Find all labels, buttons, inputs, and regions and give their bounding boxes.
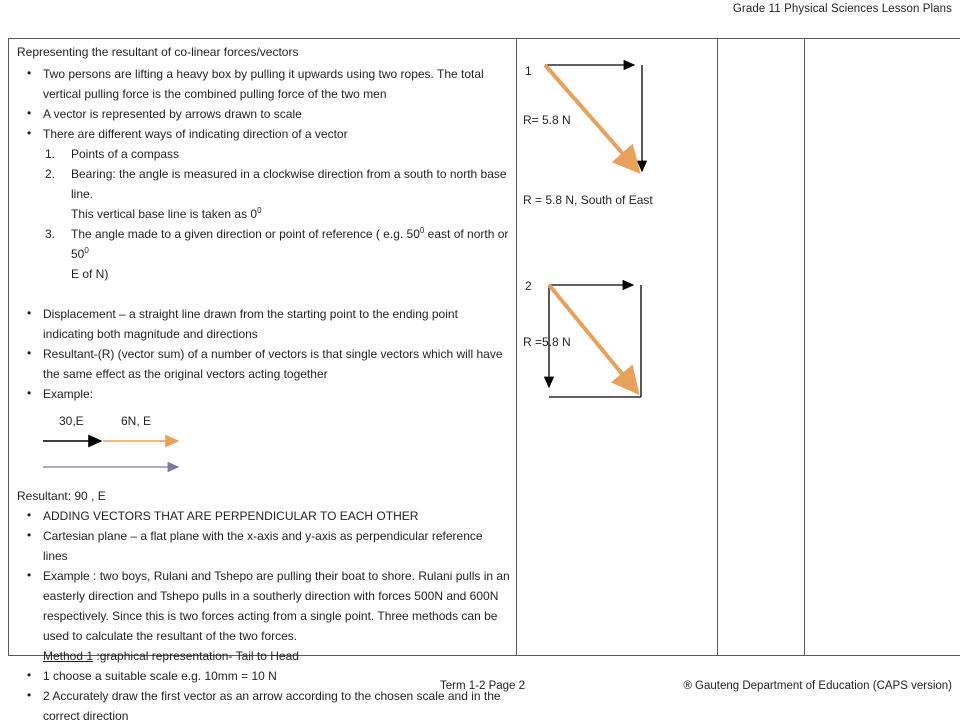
list-number: 2. [45,167,56,181]
table-cell-diagrams [517,39,718,655]
vector-label-second: 6N, E [121,414,152,428]
list-item [15,164,510,204]
vector-label-first: 30,E [59,414,84,428]
method-step-list [15,666,510,726]
diagram-2-resultant-label: R =5.8 N [523,335,571,349]
continuation-text: This vertical base line is taken as 0 [71,207,258,221]
method-heading-label: Method 1 [43,649,94,663]
section-heading: Representing the resultant of co-linear forces/vectors [17,45,299,59]
bullet-list-bottom [15,506,510,646]
numbered-list-item-3 [15,224,510,264]
list-item: • ADDING VECTORS THAT ARE PERPENDICULAR TO EACH OTHER [15,506,510,526]
list-number: 3. [45,227,56,241]
diagram-2-resultant-vector [549,285,637,392]
list-item: • There are different ways of indicating direction of a vector [15,124,510,144]
resultant-text: Resultant: 90 , E [17,489,106,503]
method-heading-rest: :graphical representation- Tail to Head [93,649,299,663]
footer-copyright: ® Gauteng Department of Education (CAPS version) [683,680,952,692]
spacer [15,284,510,304]
list-text-a: The angle made to a given direction or point of reference ( e.g. 50 [71,227,420,241]
page-footer [0,680,952,696]
table-cell-last-empty [805,39,960,655]
diagram-2-number: 2 [525,279,532,293]
bullet-list-mid [15,304,510,404]
list-text [71,227,508,261]
numbered-3-continuation: E of N) [71,267,109,281]
list-item [15,224,510,264]
degree-symbol: 0 [84,246,89,255]
list-number: 1. [45,147,56,161]
diagram-1-number: 1 [525,64,532,78]
list-item: • Two persons are lifting a heavy box by pulling it upwards using two ropes. The total vertical pulling force is the combined pulling force of the two men [15,64,510,104]
list-item: • A vector is represented by arrows drawn to scale [15,104,510,124]
list-item: • Example : two boys, Rulani and Tshepo are pulling their boat to shore. Rulani pulls in an easterly direction and Tshepo pulls in a southerly direction with forces 500N and 600N respectively. Since this is two forces acting from a single point. Three methods can be used to calculate the resultant of the two forces. [15,566,510,646]
method-heading [15,646,510,666]
diagram-2-svg [543,279,683,414]
list-item: • Example: [15,384,510,404]
diagram-1-svg [539,59,679,189]
list-item: • 1 choose a suitable scale e.g. 10mm = 10 N [15,666,510,686]
list-item: • Cartesian plane – a flat plane with the x-axis and y-axis as perpendicular reference lines [15,526,510,566]
footer-term-page: Term 1-2 Page 2 [440,680,526,692]
list-item [15,144,510,164]
colinear-vector-figure [15,414,510,486]
list-item: • Resultant-(R) (vector sum) of a number of vectors is that single vectors which will have the same effect as the original vectors acting together [15,344,510,384]
diagram-1-resultant-label: R= 5.8 N [523,113,571,127]
page-header [0,0,952,22]
list-item: • 2 Accurately draw the first vector as an arrow according to the chosen scale and in the correct direction [15,686,510,726]
diagram-1-resultant-vector [545,65,638,171]
list-text: Points of a compass [71,147,180,161]
colinear-arrows-svg [41,432,221,492]
numbered-list-direction-methods [15,144,510,204]
numbered-2-continuation [15,204,510,224]
table-cell-narrow-empty [718,39,805,655]
degree-symbol: 0 [257,206,262,215]
bullet-list-top [15,64,510,144]
list-text: Bearing: the angle is measured in a clockwise direction from a south to north base line. [71,167,507,201]
diagram-1-caption: R = 5.8 N, South of East [523,193,653,207]
header-title: Grade 11 Physical Sciences Lesson Plans [732,3,952,15]
degree-symbol: 0 [419,226,425,235]
list-text-b: east of north or 50 [71,227,509,261]
list-item: • Displacement – a straight line drawn from the starting point to the ending point indicating both magnitude and directions [15,304,510,344]
